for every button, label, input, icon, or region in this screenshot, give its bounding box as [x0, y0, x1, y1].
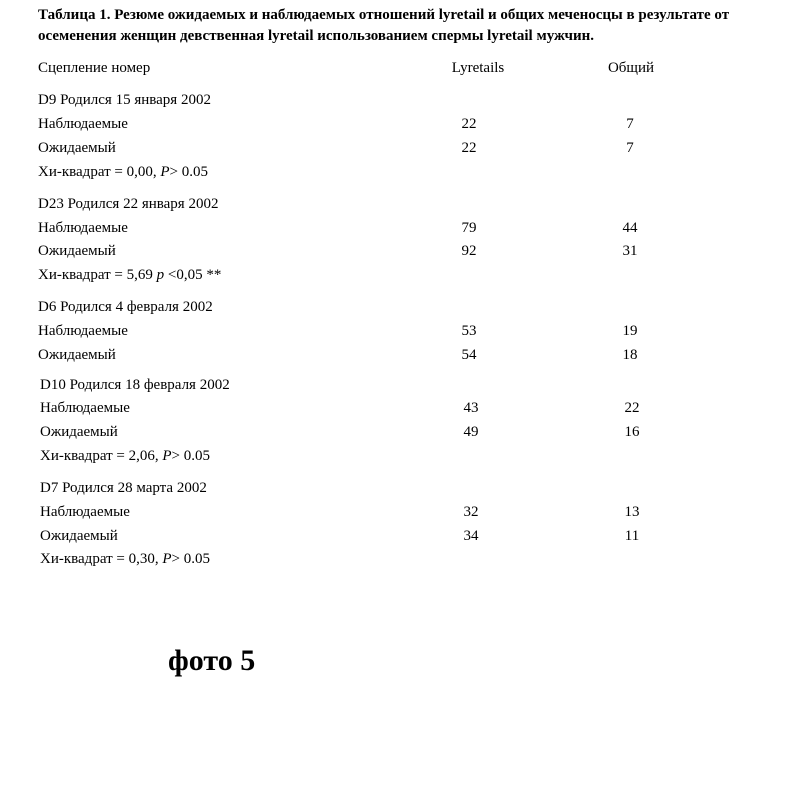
- lyretails-value: 53: [461, 323, 477, 339]
- lyretails-value: 22: [461, 140, 477, 156]
- row-label: Наблюдаемые: [40, 504, 130, 520]
- common-value: 44: [622, 220, 638, 236]
- lyretails-value: 43: [463, 400, 479, 416]
- table-caption: Таблица 1. Резюме ожидаемых и наблюдаемых отношений lyretail и общих меченосцы в результате от осеменения женщин девственная lyretail использованием спермы lyretail мужчин.: [38, 7, 730, 44]
- common-value: 22: [624, 400, 640, 416]
- row-label: Ожидаемый: [40, 424, 118, 440]
- group-title: D7 Родился 28 марта 2002: [40, 480, 207, 496]
- common-value: 11: [624, 528, 640, 544]
- chi-square-result: Хи-квадрат = 2,06, P> 0.05: [40, 448, 210, 464]
- header-common: Общий: [607, 60, 655, 76]
- group-title: D23 Родился 22 января 2002: [38, 196, 219, 212]
- common-value: 16: [624, 424, 640, 440]
- lyretails-value: 32: [463, 504, 479, 520]
- chi-square-result: Хи-квадрат = 0,00, P> 0.05: [38, 164, 208, 180]
- row-label: Ожидаемый: [38, 347, 116, 363]
- common-value: 7: [626, 116, 634, 132]
- row-label: Наблюдаемые: [38, 220, 128, 236]
- common-value: 7: [626, 140, 634, 156]
- lyretails-value: 34: [463, 528, 479, 544]
- lyretails-value: 22: [461, 116, 477, 132]
- common-value: 18: [622, 347, 638, 363]
- common-value: 31: [622, 243, 638, 259]
- row-label: Ожидаемый: [40, 528, 118, 544]
- group-title: D6 Родился 4 февраля 2002: [38, 299, 213, 315]
- lyretails-value: 54: [461, 347, 477, 363]
- common-value: 19: [622, 323, 638, 339]
- photo-label: фото 5: [168, 644, 256, 677]
- row-label: Ожидаемый: [38, 140, 116, 156]
- common-value: 13: [624, 504, 640, 520]
- group-title: D10 Родился 18 февраля 2002: [40, 377, 230, 393]
- chi-square-result: Хи-квадрат = 0,30, P> 0.05: [40, 551, 210, 567]
- row-label: Наблюдаемые: [38, 323, 128, 339]
- group-title: D9 Родился 15 января 2002: [38, 92, 211, 108]
- chi-square-result: Хи-квадрат = 5,69 p <0,05 **: [38, 267, 222, 283]
- row-label: Ожидаемый: [38, 243, 116, 259]
- row-label: Наблюдаемые: [38, 116, 128, 132]
- lyretails-value: 49: [463, 424, 479, 440]
- row-label: Наблюдаемые: [40, 400, 130, 416]
- lyretails-value: 92: [461, 243, 477, 259]
- header-lyretails: Lyretails: [451, 60, 505, 76]
- header-clutch-number: Сцепление номер: [38, 60, 151, 76]
- lyretails-value: 79: [461, 220, 477, 236]
